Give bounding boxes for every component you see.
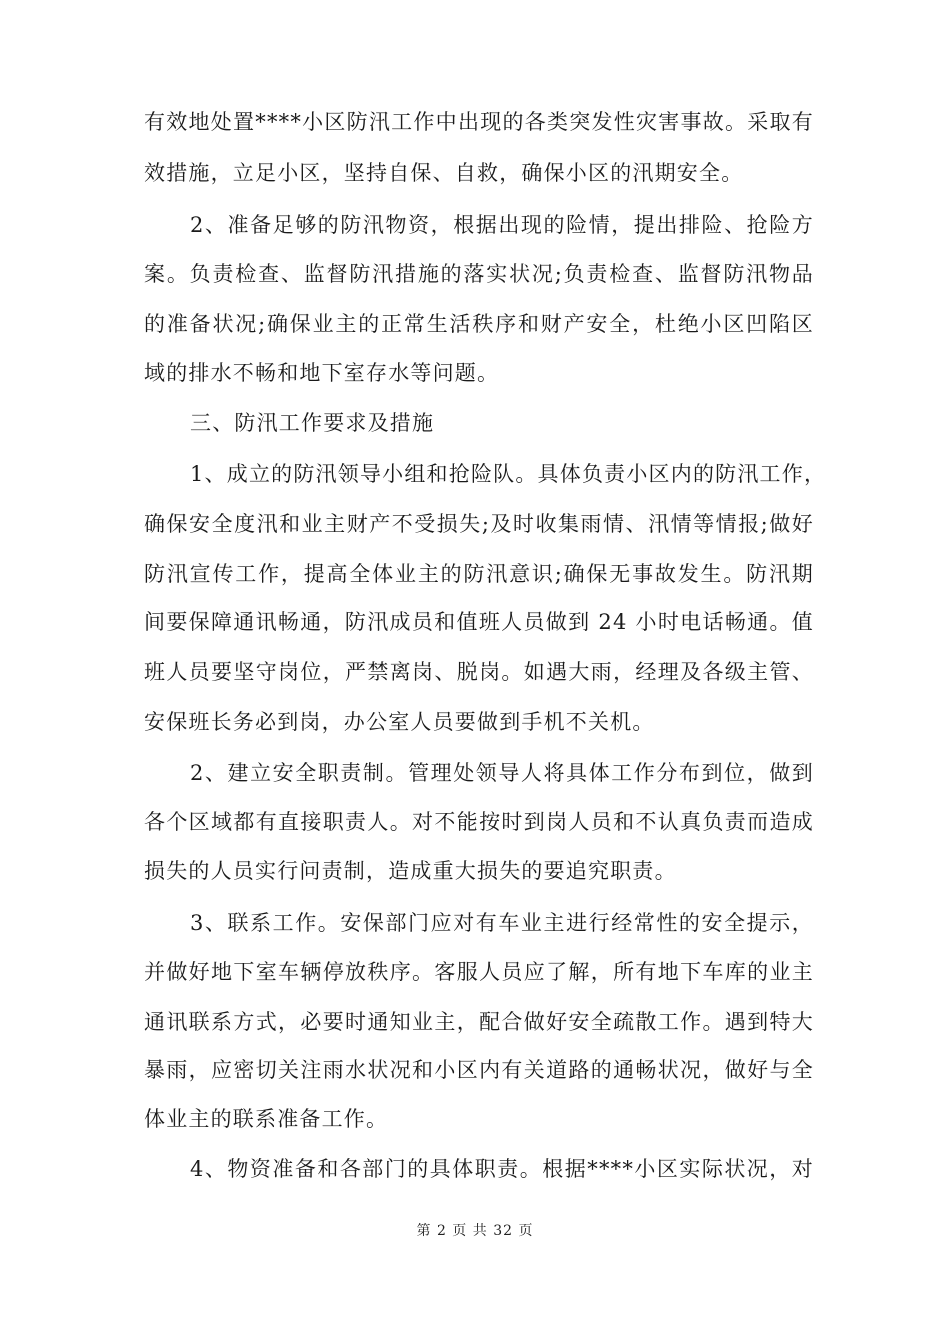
body-text-line: 效措施，立足小区，坚持自保、自救，确保小区的汛期安全。 [144,161,744,185]
body-text-line: 暴雨，应密切关注雨水状况和小区内有关道路的通畅状况，做好与全 [144,1058,814,1082]
body-text-line: 各个区域都有直接职责人。对不能按时到岗人员和不认真负责而造成 [144,810,814,834]
body-text-line: 损失的人员实行问责制，造成重大损失的要追究职责。 [144,859,677,883]
section-heading: 三、防汛工作要求及措施 [190,411,435,435]
body-text-line: 2、建立安全职责制。管理处领导人将具体工作分布到位，做到 [190,761,814,785]
body-text-line: 域的排水不畅和地下室存水等问题。 [144,361,500,385]
body-text-line: 防汛宣传工作，提高全体业主的防汛意识;确保无事故发生。防汛期 [144,562,814,586]
body-text-line: 1、成立的防汛领导小组和抢险队。具体负责小区内的防汛工作， [190,462,827,486]
body-text-line: 4、物资准备和各部门的具体职责。根据****小区实际状况，对 [190,1157,814,1181]
body-text-line: 通讯联系方式，必要时通知业主，配合做好安全疏散工作。遇到特大 [144,1010,814,1034]
body-text-line: 并做好地下室车辆停放秩序。客服人员应了解，所有地下车库的业主 [144,960,814,984]
body-text-line: 体业主的联系准备工作。 [144,1107,389,1131]
body-text-line: 的准备状况;确保业主的正常生活秩序和财产安全，杜绝小区凹陷区 [144,312,814,336]
body-text-line: 间要保障通讯畅通，防汛成员和值班人员做到 24 小时电话畅通。值 [144,610,814,634]
body-text-line: 2、准备足够的防汛物资，根据出现的险情，提出排险、抢险方 [190,213,814,237]
body-text-line: 案。负责检查、监督防汛措施的落实状况;负责检查、监督防汛物品 [144,262,814,286]
body-text-line: 确保安全度汛和业主财产不受损失;及时收集雨情、汛情等情报;做好 [144,512,814,536]
body-text-line: 有效地处置****小区防汛工作中出现的各类突发性灾害事故。采取有 [144,110,814,134]
body-text-line: 班人员要坚守岗位，严禁离岗、脱岗。如遇大雨，经理及各级主管、 [144,660,814,684]
page-number-footer: 第 2 页 共 32 页 [416,1223,534,1239]
body-text-line: 安保班长务必到岗，办公室人员要做到手机不关机。 [144,710,655,734]
body-text-line: 3、联系工作。安保部门应对有车业主进行经常性的安全提示， [190,911,814,935]
